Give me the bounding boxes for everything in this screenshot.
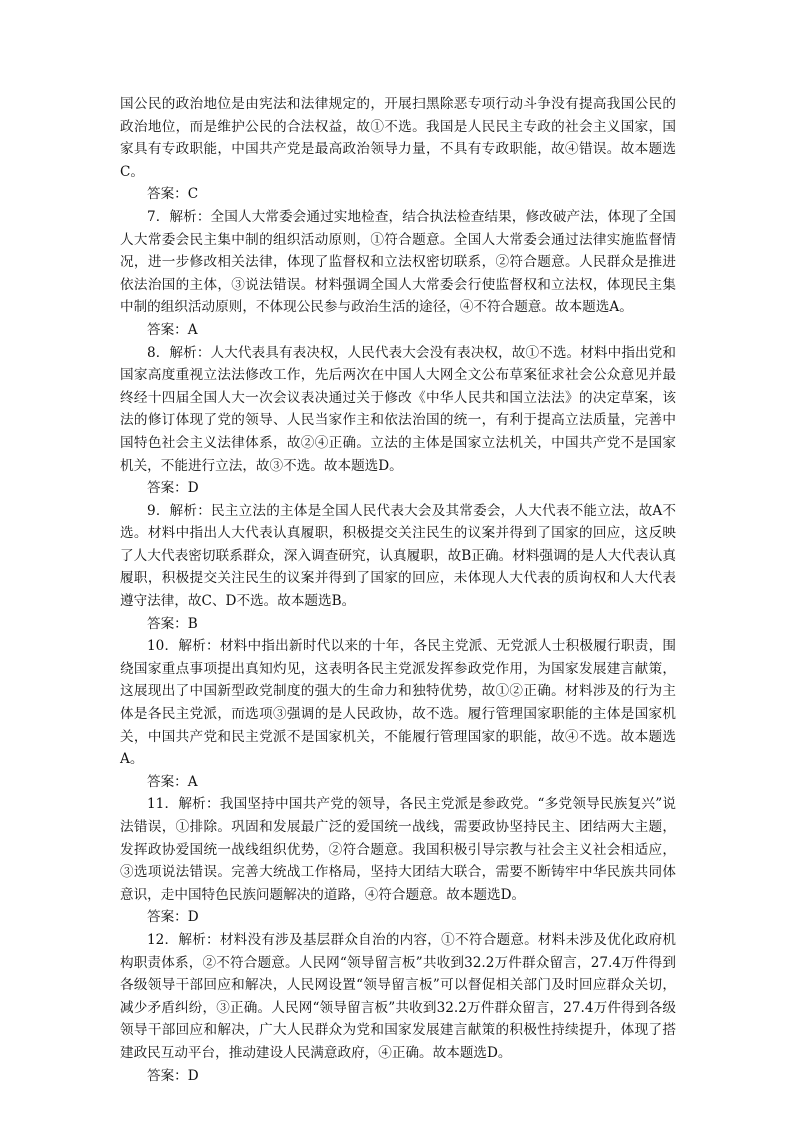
analysis-paragraph: 8．解析：人大代表具有表决权，人民代表大会没有表决权，故①不选。材料中指出党和国家高度重视立法法修改工作，先后两次在中国人大网全文公布草案征求社会公众意见并最终经十四届全国人大一次会议表决通过关于修改《中华人民共和国立法法》的决定草案，该法的修订体现了党的领导、人民当家作主和依法治国的统一，有利于提高立法质量，完善中国特色社会主义法律体系，故②④正确。立法的主体是国家立法机关，中国共产党不是国家机关，不能进行立法，故③不选。故本题选D。 — [120, 344, 676, 474]
answer-line: 答案：A — [147, 321, 198, 338]
answer-line: 答案：A — [147, 773, 198, 790]
analysis-paragraph: 10．解析：材料中指出新时代以来的十年，各民主党派、无党派人士积极履行职责，围绕国家重点事项提出真知灼见，这表明各民主党派发挥参政党作用，为国家发展建言献策，这展现出了中国新型政党制度的强大的生命力和独特优势，故①②正确。材料涉及的行为主体是各民主党派，而选项③强调的是人民政协，故不选。履行管理国家职能的主体是国家机关，中国共产党和民主党派不是国家机关，不能履行管理国家的职能，故④不选。故本题选A。 — [120, 638, 676, 768]
answer-line: 答案：D — [147, 1067, 199, 1084]
answer-line: 答案：B — [147, 615, 198, 632]
document-page — [120, 93, 676, 1087]
analysis-paragraph: 12．解析：材料没有涉及基层群众自治的内容，①不符合题意。材料未涉及优化政府机构职责体系，②不符合题意。人民网“领导留言板”共收到32.2万件群众留言，27.4万件得到各级领导干部回应和解决，人民网设置“领导留言板”可以督促相关部门及时回应群众关切，减少矛盾纠纷，③正确。人民网“领导留言板”共收到32.2万件群众留言，27.4万件得到各级领导干部回应和解决，广大人民群众为党和国家发展建言献策的积极性持续提升，体现了搭建政民互动平台，推动建设人民满意政府，④正确。故本题选D。 — [120, 931, 676, 1061]
answer-line: 答案：D — [147, 480, 199, 497]
analysis-paragraph: 11．解析：我国坚持中国共产党的领导，各民主党派是参政党。“多党领导民族复兴”说法错误，①排除。巩固和发展最广泛的爱国统一战线，需要政协坚持民主、团结两大主题，发挥政协爱国统一战线组织优势，②符合题意。我国积极引导宗教与社会主义社会相适应，③选项说法错误。完善大统战工作格局，坚持大团结大联合，需要不断铸牢中华民族共同体意识，走中国特色民族问题解决的道路，④符合题意。故本题选D。 — [120, 796, 676, 903]
answer-line: 答案：C — [147, 186, 199, 203]
analysis-paragraph: 国公民的政治地位是由宪法和法律规定的，开展扫黑除恶专项行动斗争没有提高我国公民的政治地位，而是维护公民的合法权益，故①不选。我国是人民民主专政的社会主义国家，国家具有专政职能，中国共产党是最高政治领导力量，不具有专政职能，故④错误。故本题选C。 — [120, 96, 676, 180]
answer-line: 答案：D — [147, 909, 199, 926]
analysis-paragraph: 9．解析：民主立法的主体是全国人民代表大会及其常委会，人大代表不能立法，故A不选。材料中指出人大代表认真履职，积极提交关注民生的议案并得到了国家的回应，这反映了人大代表密切联系群众，深入调查研究，认真履职，故B正确。材料强调的是人大代表认真履职，积极提交关注民生的议案并得到了国家的回应，未体现人大代表的质询权和人大代表遵守法律，故C、D不选。故本题选B。 — [120, 502, 676, 610]
analysis-paragraph: 7．解析：全国人大常委会通过实地检查，结合执法检查结果，修改破产法，体现了全国人大常委会民主集中制的组织活动原则，①符合题意。全国人大常委会通过法律实施监督情况，进一步修改相关法律，体现了监督权和立法权密切联系，②符合题意。人民群众是推进依法治国的主体，③说法错误。材料强调全国人大常委会行使监督权和立法权，体现民主集中制的组织活动原则，不体现公民参与政治生活的途径，④不符合题意。故本题选A。 — [120, 208, 676, 316]
